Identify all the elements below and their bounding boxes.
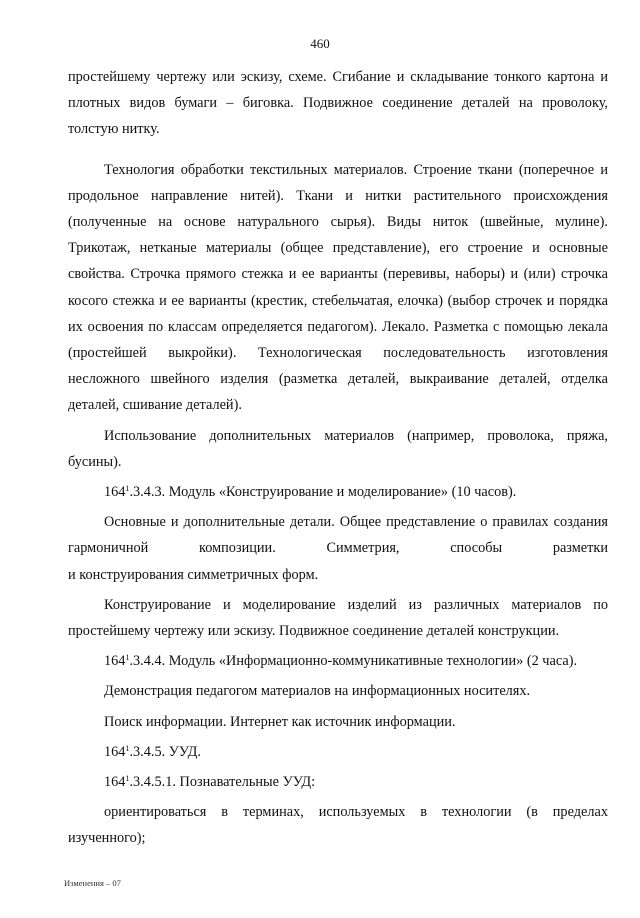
section-superscript: 1 [125, 653, 130, 663]
paragraph-additional-materials: Использование дополнительных материалов (например, проволока, пряжа, бусины). [68, 427, 608, 470]
page-number: 460 [310, 36, 330, 51]
paragraph-bending: простейшему чертежу или эскизу, схеме. Сгибание и складывание тонкого картона и плотных видов бумаги – биговка. Подвижное соединение деталей на проволоку, толстую нитку. [68, 69, 608, 138]
paragraph-textile-technology: Технология обработки текстильных материалов. Строение ткани (поперечное и продольное направление нитей). Ткани и нитки растительного происхождения (полученные на основе натурального сырья). Виды ниток (швейные, мулине). Трикотаж, нетканые материалы (общее представление), его строение и основные свойства. Строчка прямого стежка и ее варианты (перевивы, наборы) и (или) строчка косого стежка и ее варианты (крестик, стебельчатая, елочка) (выбор строчек и порядка их освоения по классам определяется педагогом). Лекало. Разметка с помощью лекала (простейшей выкройки). Технологическая последовательность изготовления несложного швейного изделия (разметка деталей, выкраивание деталей, отделка деталей, сшивание деталей). [68, 161, 608, 414]
heading-cognitive-uud [68, 769, 608, 795]
footer-changes-note: Изменения – 07 [64, 878, 121, 888]
paragraph-construction-modeling: Конструирование и моделирование изделий из различных материалов по простейшему чертежу или эскизу. Подвижное соединение деталей конструкции. [68, 596, 608, 640]
document-body [68, 64, 608, 852]
section-title: .3.4.4. Модуль «Информационно-коммуникативные технологии» (2 часа). [129, 653, 578, 670]
paragraph-basic-details: Основные и дополнительные детали. Общее представление о правилах создания гармоничной композиции. Симметрия, способы разметки [68, 514, 608, 557]
heading-module-construction [68, 479, 608, 505]
section-superscript: 1 [125, 774, 130, 784]
section-number: 164 [104, 484, 126, 501]
paragraph-orientation-terms: ориентироваться в терминах, используемых в технологии (в пределах изученного); [68, 804, 608, 847]
heading-module-ict [68, 648, 608, 674]
section-title: .3.4.5. УУД. [129, 743, 201, 760]
paragraph-basic-details-end: и конструирования симметричных форм. [68, 566, 319, 583]
section-number: 164 [104, 743, 126, 760]
paragraph-information-search: Поиск информации. Интернет как источник информации. [104, 713, 456, 730]
heading-uud [68, 739, 608, 765]
section-number: 164 [104, 653, 126, 670]
section-number: 164 [104, 774, 126, 791]
section-title: .3.4.3. Модуль «Конструирование и моделирование» (10 часов). [129, 484, 517, 501]
section-title: .3.4.5.1. Познавательные УУД: [129, 774, 316, 791]
section-superscript: 1 [125, 743, 130, 753]
section-superscript: 1 [125, 484, 130, 494]
paragraph-demonstration: Демонстрация педагогом материалов на информационных носителях. [104, 683, 531, 700]
